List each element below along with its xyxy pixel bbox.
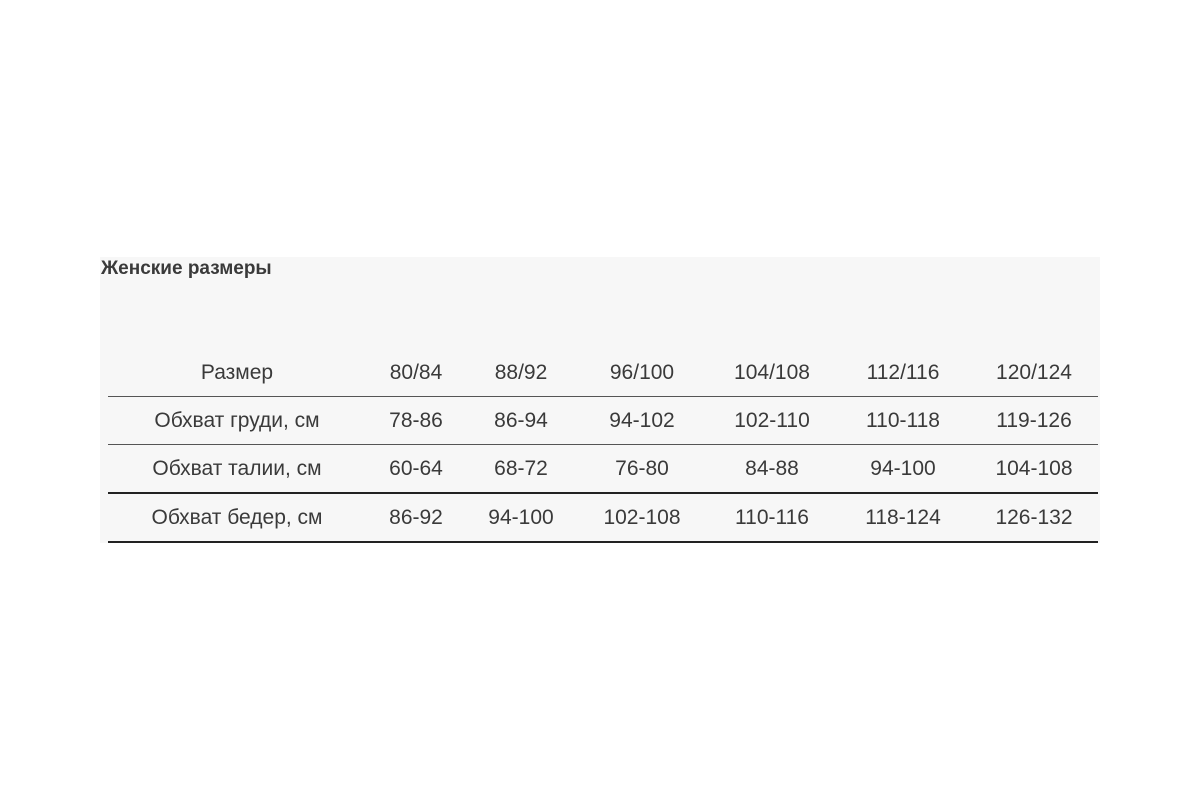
table-cell: 126-132 (970, 493, 1098, 542)
row-label: Обхват бедер, см (108, 493, 366, 542)
table-cell: 68-72 (466, 445, 576, 494)
header-cell-label: Размер (108, 350, 366, 397)
header-cell-size: 104/108 (708, 350, 836, 397)
header-cell-size: 120/124 (970, 350, 1098, 397)
table-cell: 118-124 (836, 493, 970, 542)
size-chart-title: Женские размеры (101, 258, 272, 279)
table-cell: 86-92 (366, 493, 466, 542)
table-cell: 94-100 (466, 493, 576, 542)
table-cell: 110-116 (708, 493, 836, 542)
table-cell: 94-100 (836, 445, 970, 494)
size-chart-table (108, 350, 1098, 543)
table-cell: 84-88 (708, 445, 836, 494)
table-cell: 86-94 (466, 397, 576, 445)
header-cell-size: 88/92 (466, 350, 576, 397)
table-header-row (108, 350, 1098, 397)
table-cell: 110-118 (836, 397, 970, 445)
header-cell-size: 96/100 (576, 350, 708, 397)
table-cell: 76-80 (576, 445, 708, 494)
row-label: Обхват груди, см (108, 397, 366, 445)
table-cell: 60-64 (366, 445, 466, 494)
table-row-hips (108, 493, 1098, 542)
table-cell: 102-110 (708, 397, 836, 445)
table-cell: 78-86 (366, 397, 466, 445)
table-cell: 94-102 (576, 397, 708, 445)
table-cell: 104-108 (970, 445, 1098, 494)
table-row-waist (108, 445, 1098, 494)
table-cell: 119-126 (970, 397, 1098, 445)
table-row-chest (108, 397, 1098, 445)
header-cell-size: 112/116 (836, 350, 970, 397)
header-cell-size: 80/84 (366, 350, 466, 397)
row-label: Обхват талии, см (108, 445, 366, 494)
table-cell: 102-108 (576, 493, 708, 542)
